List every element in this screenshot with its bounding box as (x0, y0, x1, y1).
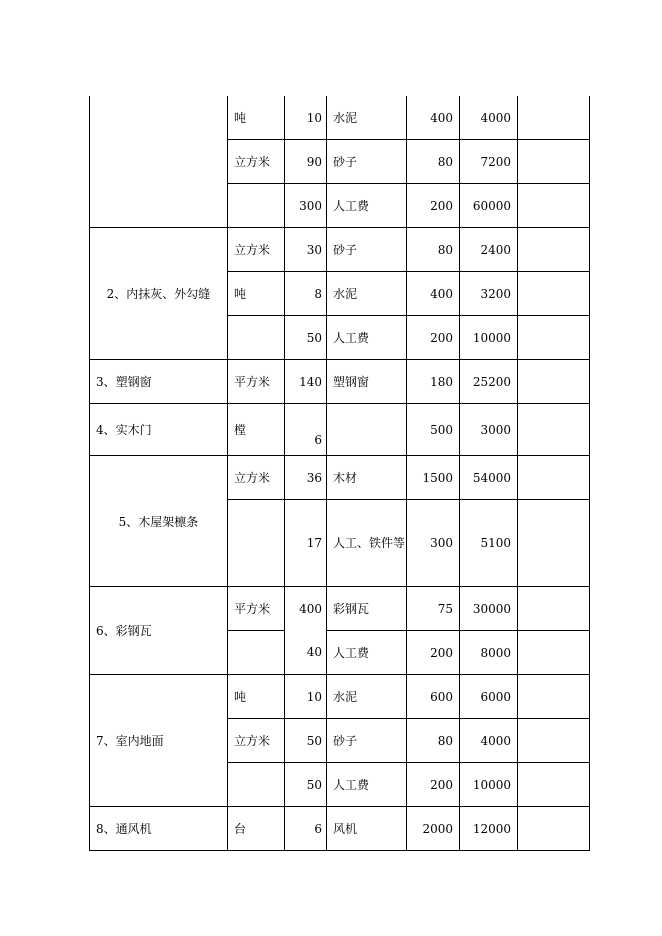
table-row (90, 404, 590, 456)
item-cell: 6、彩钢瓦 (90, 587, 228, 675)
quantity-cell: 400 (285, 587, 327, 631)
unit-cell: 吨 (228, 96, 285, 140)
unit-price-cell: 600 (407, 675, 460, 719)
note-cell (518, 96, 590, 140)
cost-table (89, 96, 590, 851)
table-row (90, 96, 590, 140)
amount-cell: 12000 (460, 807, 518, 851)
material-cell: 砂子 (327, 228, 407, 272)
unit-cell: 立方米 (228, 456, 285, 500)
item-cell (90, 96, 228, 228)
quantity-cell: 36 (285, 456, 327, 500)
quantity-cell: 90 (285, 140, 327, 184)
quantity-cell: 17 (285, 500, 327, 587)
unit-price-cell: 200 (407, 631, 460, 675)
material-cell: 人工费 (327, 316, 407, 360)
unit-cell (228, 763, 285, 807)
note-cell (518, 404, 590, 456)
unit-cell: 平方米 (228, 587, 285, 631)
material-cell: 塑钢窗 (327, 360, 407, 404)
item-cell: 4、实木门 (90, 404, 228, 456)
item-cell: 7、室内地面 (90, 675, 228, 807)
unit-cell: 樘 (228, 404, 285, 456)
quantity-cell: 6 (285, 807, 327, 851)
note-cell (518, 228, 590, 272)
unit-price-cell: 200 (407, 763, 460, 807)
material-cell: 风机 (327, 807, 407, 851)
unit-price-cell: 400 (407, 96, 460, 140)
unit-cell: 立方米 (228, 228, 285, 272)
amount-cell: 2400 (460, 228, 518, 272)
unit-price-cell: 80 (407, 228, 460, 272)
table-row (90, 360, 590, 404)
unit-price-cell: 80 (407, 140, 460, 184)
amount-cell: 4000 (460, 96, 518, 140)
note-cell (518, 719, 590, 763)
material-cell: 人工费 (327, 631, 407, 675)
unit-price-cell: 200 (407, 184, 460, 228)
amount-cell: 10000 (460, 316, 518, 360)
quantity-cell: 40 (285, 631, 327, 675)
unit-price-cell: 2000 (407, 807, 460, 851)
cost-table-sheet (89, 96, 589, 851)
amount-cell: 25200 (460, 360, 518, 404)
note-cell (518, 456, 590, 500)
material-cell: 彩钢瓦 (327, 587, 407, 631)
amount-cell: 10000 (460, 763, 518, 807)
quantity-cell: 50 (285, 763, 327, 807)
unit-cell: 立方米 (228, 140, 285, 184)
amount-cell: 54000 (460, 456, 518, 500)
amount-cell: 8000 (460, 631, 518, 675)
item-cell: 8、通风机 (90, 807, 228, 851)
note-cell (518, 807, 590, 851)
amount-cell: 6000 (460, 675, 518, 719)
note-cell (518, 316, 590, 360)
item-cell: 2、内抹灰、外勾缝 (90, 228, 228, 360)
note-cell (518, 140, 590, 184)
unit-price-cell: 80 (407, 719, 460, 763)
amount-cell: 60000 (460, 184, 518, 228)
quantity-cell: 10 (285, 675, 327, 719)
amount-cell: 30000 (460, 587, 518, 631)
table-row (90, 456, 590, 500)
unit-price-cell: 180 (407, 360, 460, 404)
material-cell: 水泥 (327, 272, 407, 316)
unit-cell: 吨 (228, 272, 285, 316)
unit-cell (228, 500, 285, 587)
material-cell: 水泥 (327, 96, 407, 140)
quantity-cell: 300 (285, 184, 327, 228)
note-cell (518, 360, 590, 404)
amount-cell: 7200 (460, 140, 518, 184)
note-cell (518, 675, 590, 719)
unit-cell (228, 184, 285, 228)
quantity-cell: 140 (285, 360, 327, 404)
quantity-cell: 50 (285, 719, 327, 763)
quantity-cell: 30 (285, 228, 327, 272)
table-row (90, 675, 590, 719)
material-cell: 木材 (327, 456, 407, 500)
unit-price-cell: 400 (407, 272, 460, 316)
material-cell: 砂子 (327, 140, 407, 184)
unit-price-cell: 200 (407, 316, 460, 360)
quantity-cell: 8 (285, 272, 327, 316)
table-row (90, 807, 590, 851)
amount-cell: 3000 (460, 404, 518, 456)
quantity-cell: 6 (285, 404, 327, 456)
unit-price-cell: 75 (407, 587, 460, 631)
unit-cell: 吨 (228, 675, 285, 719)
table-row (90, 587, 590, 631)
unit-cell: 立方米 (228, 719, 285, 763)
item-cell: 5、木屋架檩条 (90, 456, 228, 587)
quantity-cell: 10 (285, 96, 327, 140)
unit-price-cell: 500 (407, 404, 460, 456)
note-cell (518, 587, 590, 631)
unit-price-cell: 300 (407, 500, 460, 587)
unit-cell (228, 316, 285, 360)
note-cell (518, 763, 590, 807)
amount-cell: 3200 (460, 272, 518, 316)
note-cell (518, 631, 590, 675)
material-cell: 人工、铁件等 (327, 500, 407, 587)
item-cell: 3、塑钢窗 (90, 360, 228, 404)
material-cell (327, 404, 407, 456)
note-cell (518, 500, 590, 587)
table-row (90, 228, 590, 272)
unit-cell: 台 (228, 807, 285, 851)
note-cell (518, 272, 590, 316)
quantity-cell: 50 (285, 316, 327, 360)
unit-cell: 平方米 (228, 360, 285, 404)
material-cell: 人工费 (327, 184, 407, 228)
amount-cell: 4000 (460, 719, 518, 763)
material-cell: 水泥 (327, 675, 407, 719)
note-cell (518, 184, 590, 228)
unit-price-cell: 1500 (407, 456, 460, 500)
material-cell: 砂子 (327, 719, 407, 763)
material-cell: 人工费 (327, 763, 407, 807)
unit-cell (228, 631, 285, 675)
amount-cell: 5100 (460, 500, 518, 587)
